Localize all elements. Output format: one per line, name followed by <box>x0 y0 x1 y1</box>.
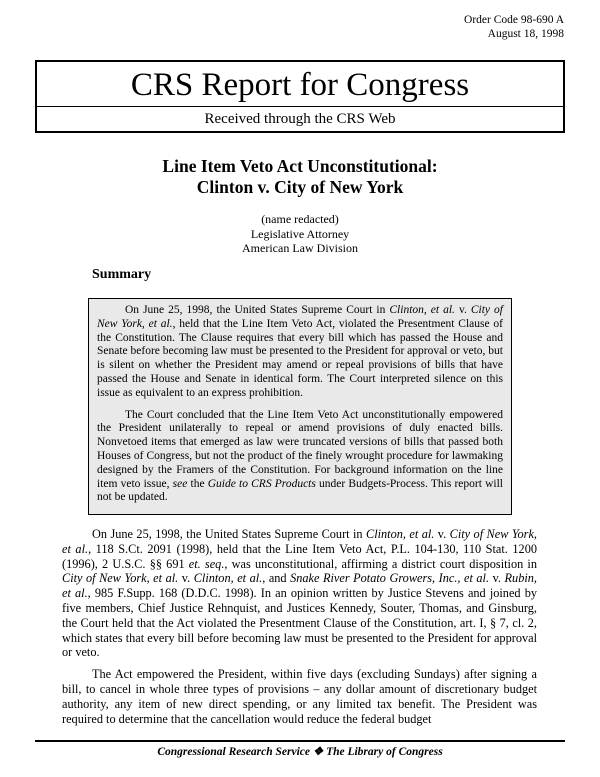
byline-block <box>0 212 600 256</box>
order-code: Order Code 98-690 A <box>464 14 564 26</box>
report-title <box>0 156 600 198</box>
page-footer <box>35 740 565 759</box>
body-paragraph-1: On June 25, 1998, the United States Supreme Court in Clinton, et al. v. City of New York, et al., 118 S.Ct. 2091 (1998), held that the Line Item Veto Act, P.L. 104-130, 110 Stat. 1200 (1996), 2 U.S.C. §§ 691 et. seq., was unconstitutional, affirming a district court disposition in City of New York, et al. v. Clinton, et al., and Snake River Potato Growers, Inc., et al. v. Rubin, et al., 985 F.Supp. 168 (D.D.C. 1998). In an opinion written by Justice Stevens and joined by five members, Chief Justice Rehnquist, and Justices Kennedy, Souter, Thomas, and Ginsburg, the Court held that the Act violated the Presentment Clause of the Constitution, art. I, § 7, cl. 2, which states that every bill before becoming law must be presented to the President for approval or veto. <box>62 527 537 660</box>
summary-heading: Summary <box>92 267 152 282</box>
report-title-line2: Clinton v. City of New York <box>196 177 404 197</box>
report-date: August 18, 1998 <box>487 28 564 40</box>
order-code-block <box>464 13 564 41</box>
report-title-line1: Line Item Veto Act Unconstitutional: <box>162 156 438 176</box>
author-division: American Law Division <box>242 241 358 255</box>
summary-box <box>88 298 512 515</box>
summary-paragraph-2: The Court concluded that the Line Item Veto Act unconstitutionally empowered the President unilaterally to repeal or amend provisions of duly enacted bills. Nonvetoed items that emerged as law were truncated versions of bills that passed both Houses of Congress, but not the product of the finely wrought procedure for lawmaking designed by the Framers of the Constitution. For background information on the line item veto issue, see the Guide to CRS Products under Budgets-Process. This report will not be updated. <box>97 408 504 504</box>
summary-paragraph-1: On June 25, 1998, the United States Supreme Court in Clinton, et al. v. City of New York, et al., held that the Line Item Veto Act, violated the Presentment Clause of the Constitution. The Clause requires that every bill which has passed the House and Senate before becoming law must be presented to the President for approval or veto, but is silent on whether the President may amend or repeal provisions of bills that have passed the House and Senate in identical form. The Court interpreted silence on this issue as equivalent to an express prohibition. <box>97 304 504 399</box>
body-text <box>62 527 537 726</box>
banner-title: CRS Report for Congress <box>130 67 470 103</box>
author-name: (name redacted) <box>261 212 339 226</box>
author-title: Legislative Attorney <box>250 226 350 241</box>
banner-subtitle: Received through the CRS Web <box>204 111 396 127</box>
body-paragraph-2: The Act empowered the President, within five days (excluding Sundays) after signing a bill, to cancel in whole three types of provisions – any dollar amount of discretionary budget authority, any item of new direct spending, or any limited tax benefit. The President was required to determine that the cancellation would reduce the federal budget <box>62 667 537 726</box>
footer-text: Congressional Research Service ❖ The Library of Congress <box>157 746 443 758</box>
banner-box <box>35 60 565 133</box>
